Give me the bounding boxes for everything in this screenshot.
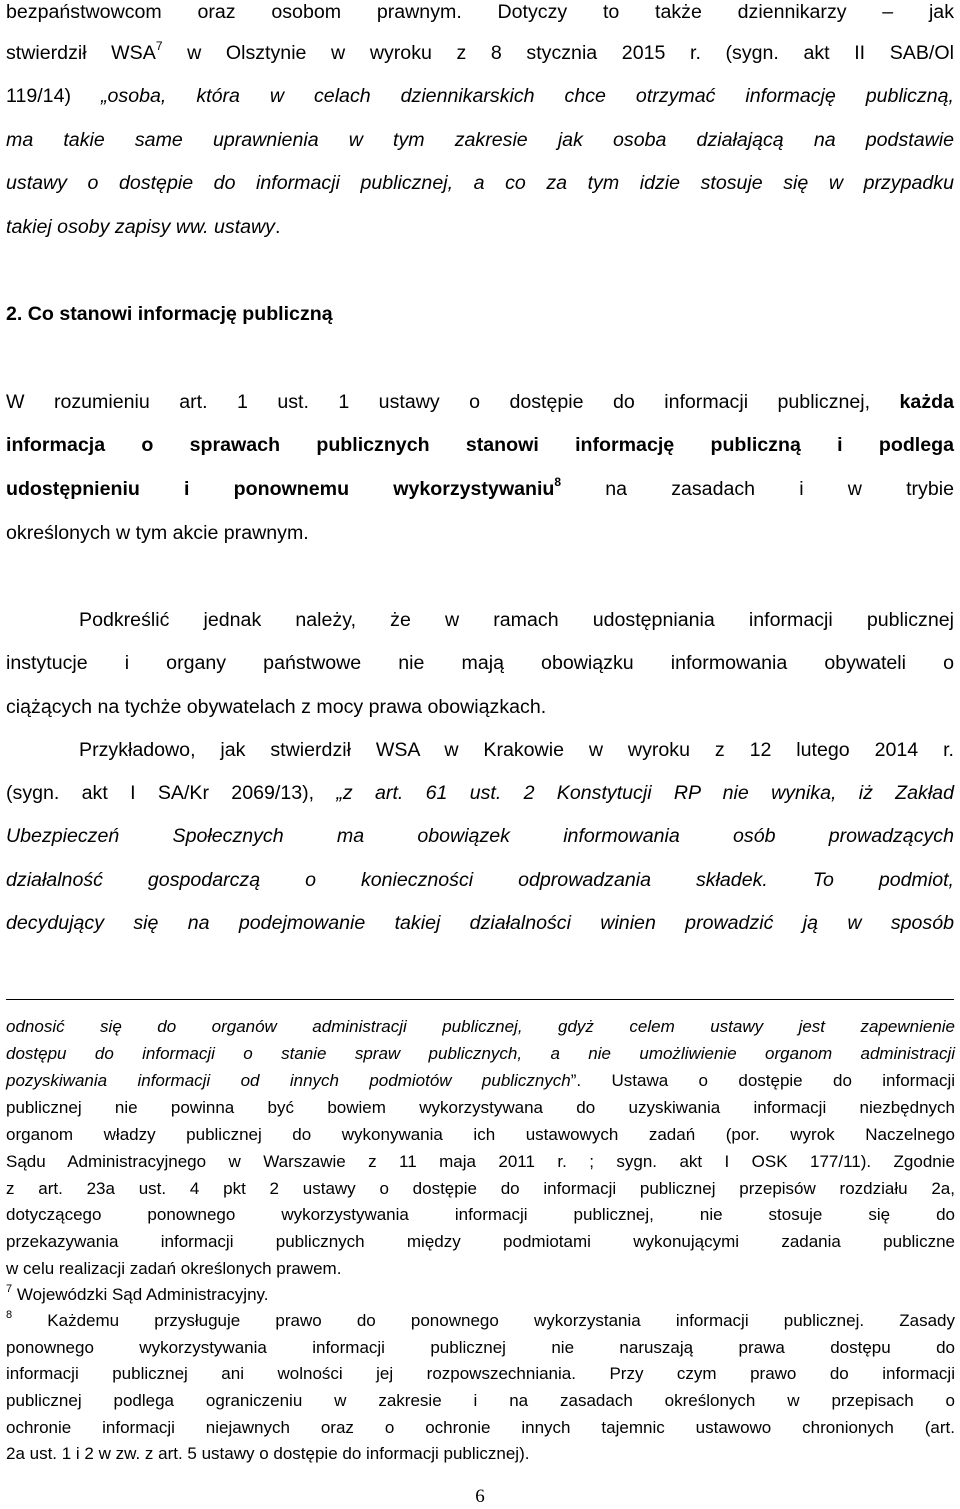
quote-span: pozyskiwania informacji od innych podmiotów publicznych [6,1071,571,1090]
footnote-7 [6,1284,955,1305]
body-line: Ubezpieczeń Społecznych ma obowiązek informowania osób prowadzących [6,825,954,847]
body-line: Podkreślić jednak należy, że w ramach udostępniania informacji publicznej [79,609,954,631]
footnote-line: publicznej podlega ograniczeniu w zakresie i na zasadach określonych w przepisach o [6,1391,955,1410]
body-line: instytucje i organy państwowe nie mają obowiązku informowania obywateli o [6,652,954,674]
body-line: określonych w tym akcie prawnym. [6,522,309,544]
footnote-ref: 8 [554,475,562,490]
body-line: działalność gospodarczą o konieczności odprowadzania składek. To podmiot, [6,869,954,891]
body-line [6,390,954,414]
footnote-line: odnosić się do organów administracji publicznej, gdyż celem ustawy jest zapewnienie [6,1017,955,1036]
footnote-line [6,1070,955,1091]
footnote-number: 8 [6,1309,13,1322]
quote-span: „z art. 61 ust. 2 Konstytucji RP nie wynika, iż Zakład [336,782,954,804]
footnote-line: ponownego wykorzystywania informacji publicznej nie naruszają prawa dostępu do [6,1338,955,1357]
footnote-number: 7 [6,1283,13,1296]
text-span: (sygn. akt I SA/Kr 2069/13), [6,782,337,804]
bold-span: każda [899,391,954,413]
footnote-ref: 7 [155,39,163,54]
bold-span: udostępnieniu i ponownemu wykorzystywaniu [6,478,555,500]
text-span: ”. Ustawa o dostępie do informacji [570,1071,956,1090]
text-span: Wojewódzki Sąd Administracyjny. [12,1285,269,1304]
footnote-line: przekazywania informacji publicznych między podmiotami wykonującymi zadania publiczne [6,1232,955,1251]
footnote-line: ochronie informacji niejawnych oraz o ochronie innych tajemnic ustawowo chronionych (art. [6,1418,955,1437]
footnote-line: dostępu do informacji o stanie spraw publicznych, a nie umożliwienie organom administracji [6,1044,955,1063]
body-line: bezpaństwowcom oraz osobom prawnym. Dotyczy to także dziennikarzy – jak [6,1,954,23]
section-heading: 2. Co stanowi informację publiczną [6,303,333,325]
body-line [6,41,954,65]
page-number: 6 [475,1486,485,1507]
body-line: decydujący się na podejmowanie takiej działalności winien prowadzić ją w sposób [6,912,954,934]
footnote-line: Sądu Administracyjnego w Warszawie z 11 maja 2011 r. ; sygn. akt I OSK 177/11). Zgodnie [6,1152,955,1171]
footnote-line: z art. 23a ust. 4 pkt 2 ustawy o dostępie do informacji publicznej przepisów rozdziału 2a, [6,1179,955,1198]
body-line: Przykładowo, jak stwierdził WSA w Krakowie w wyroku z 12 lutego 2014 r. [79,739,954,761]
text-span: W rozumieniu art. 1 ust. 1 ustawy o dostępie do informacji publicznej, [6,391,900,413]
text-span: stwierdził WSA [6,42,156,64]
body-line [6,215,954,239]
body-line: ciążących na tychże obywatelach z mocy prawa obowiązkach. [6,696,547,718]
text-span: Każdemu przysługuje prawo do ponownego wykorzystania informacji publicznej. Zasady [12,1311,955,1330]
footnote-line: organom władzy publicznej do wykonywania ich ustawowych zadań (por. wyrok Naczelnego [6,1125,955,1144]
body-line [6,477,954,501]
footnote-8 [6,1310,955,1331]
text-span: 119/14) [6,85,101,107]
quote-span: takiej osoby zapisy ww. ustawy [6,216,275,238]
quote-span: „osoba, która w celach dziennikarskich chce otrzymać informację publiczną, [100,85,954,107]
body-line [6,84,954,108]
footnote-line: 2a ust. 1 i 2 w zw. z art. 5 ustawy o dostępie do informacji publicznej). [6,1444,530,1463]
body-line: ma takie same uprawnienia w tym zakresie jak osoba działającą na podstawie [6,129,954,151]
footnote-line: w celu realizacji zadań określonych prawem. [6,1259,342,1278]
text-span: w Olsztynie w wyroku z 8 stycznia 2015 r. (sygn. akt II SAB/Ol [162,42,954,64]
footnote-line: dotyczącego ponownego wykorzystywania informacji publicznej, nie stosuje się do [6,1205,955,1224]
body-line: ustawy o dostępie do informacji publicznej, a co za tym idzie stosuje się w przypadku [6,172,954,194]
footnote-line: informacji publicznej ani wolności jej rozpowszechniania. Przy czym prawo do informacji [6,1364,955,1383]
text-span: na zasadach i w trybie [561,478,954,500]
body-line: informacja o sprawach publicznych stanowi informację publiczną i podlega [6,434,954,456]
footnote-line: publicznej nie powinna być bowiem wykorzystywana do uzyskiwania informacji niezbędnych [6,1098,955,1117]
body-line [6,781,954,805]
text-span: . [274,216,281,238]
footnote-separator [6,999,954,1000]
